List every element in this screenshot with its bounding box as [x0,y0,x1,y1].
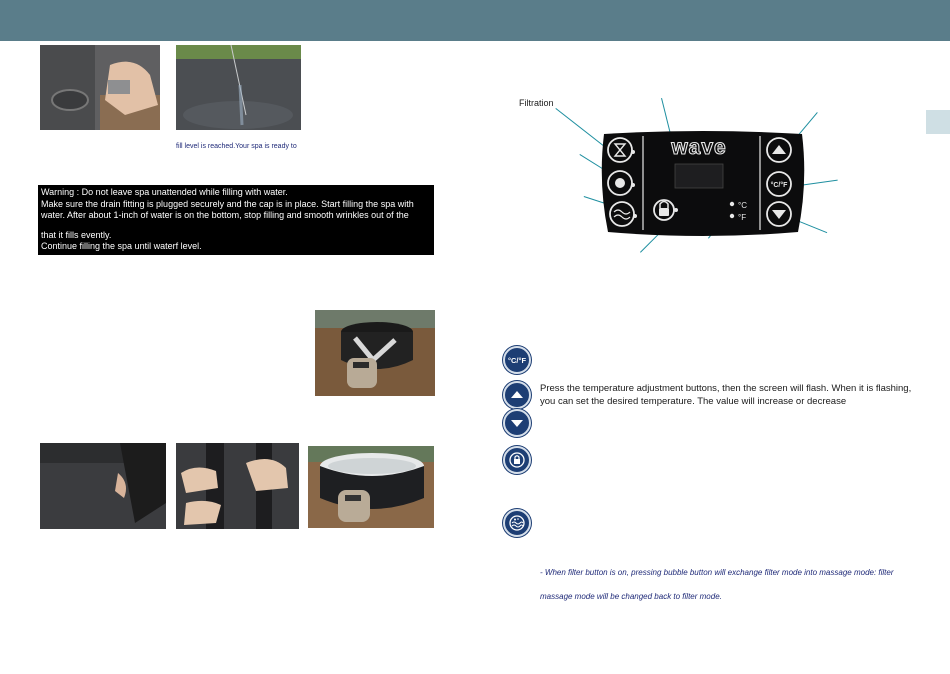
control-panel [598,128,808,238]
bubble-massage-icon [503,509,531,537]
photo-spa-cover-pump [315,310,435,396]
photo-drain-plug [40,45,160,130]
temp-adjust-description: Press the temperature adjustment buttons, then the screen will flash. When it is flashing, you can set the desired temperature. The value will increase or decrease [540,383,912,407]
panel-unit-f: °F [738,213,747,222]
warning-line: Make sure the drain fitting is plugged securely and the cap is in place. Start filling the spa with [41,198,414,209]
warning-line: Warning : Do not leave spa unattended while filling with water. [41,187,288,197]
photo-spa-inflate [40,443,166,529]
temp-down-icon [503,409,531,437]
filtration-label: Filtration [519,98,554,108]
temp-unit-icon-label: °C/°F [507,355,527,365]
warning-line: that it fills evently. [41,229,112,240]
warning-line: Continue filling the spa until waterf level. [41,241,202,251]
page-side-tab[interactable] [926,110,950,134]
panel-temp-button-label: °C/°F [770,182,788,189]
warning-line: water. After about 1-inch of water is on the bottom, stop filling and smooth wrinkles out of the [41,210,409,220]
photo-spa-assembled [308,446,434,528]
panel-brand-logo: wave [671,136,727,159]
warning-box [38,185,434,255]
photo-spa-filling [176,45,301,130]
bubble-filter-note-line-1: - When filter button is on, pressing bubble button will exchange filter mode into massage mode: filter [540,568,894,577]
temp-up-icon [503,381,531,409]
panel-unit-c: °C [738,201,747,210]
header-bar [0,0,950,41]
bubble-filter-note-line-2: massage mode will be changed back to filter mode. [540,592,722,601]
temp-unit-icon [503,346,531,374]
lock-icon [503,446,531,474]
fill-level-caption: fill level is reached.Your spa is ready to [176,143,297,150]
photo-buckle-strap [176,443,299,529]
